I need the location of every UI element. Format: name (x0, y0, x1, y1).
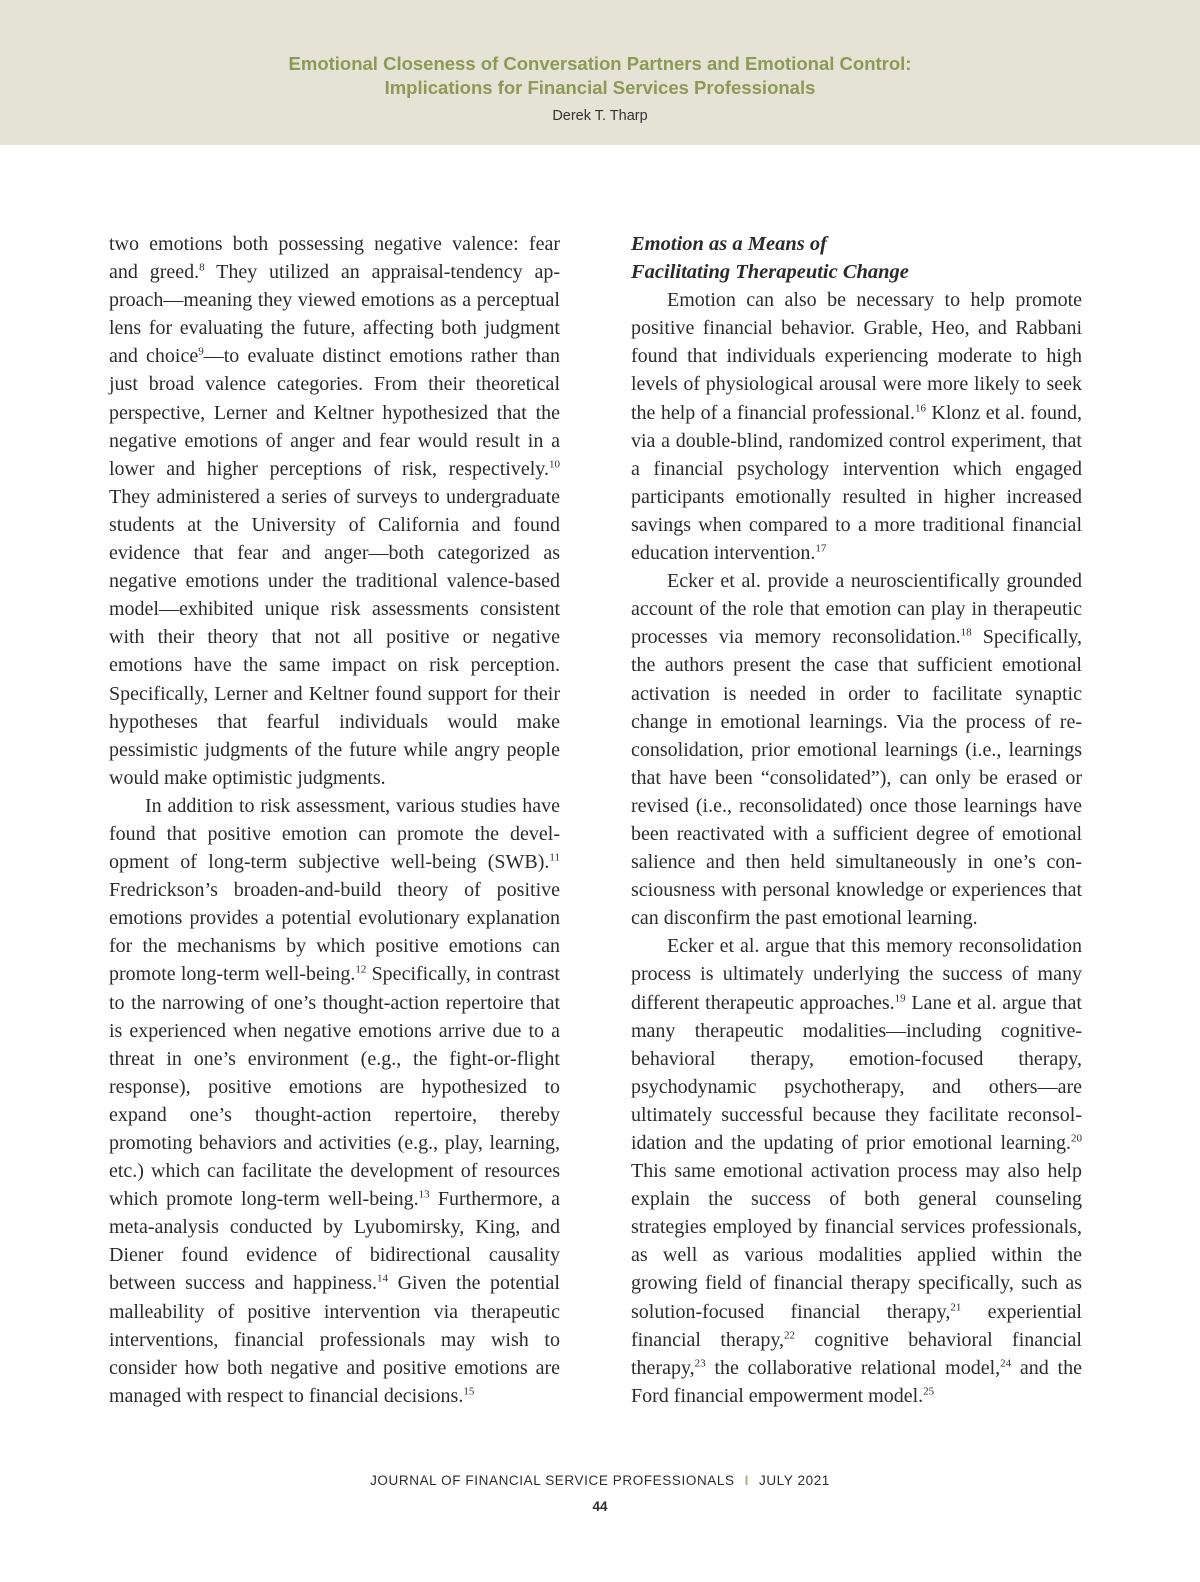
text-run: Specifically, the authors present the case that sufficient emotional activation is needed in order to facilitate synaptic change in emotional learnings. Via the process of reconsolidation, prior emotional learnings (i.e., learnings that have been “consolidated”), can only be erased or revised (i.e., reconsolidated) once those learnings have been reactivated with a sufficient degree of emotional salience and then held simultaneously in one’s consciousness with personal knowledge or experiences that can disconfirm the past emotional learning. (631, 626, 1082, 930)
text-run: Fredrickson’s broaden-and-build theory of positive emotions provides a potential evolutionary explanation for the mechanisms by which positive emotions can promote long-term well-being. (109, 879, 560, 986)
text-run: the collaborative relational model, (705, 1356, 1001, 1379)
article-title (0, 52, 1200, 100)
section-heading (631, 230, 1082, 286)
footer-separator: I (744, 1473, 749, 1488)
footnote-ref: 9 (198, 345, 204, 358)
text-run: This same emotional activation process may also help explain the success of both general counseling strategies employed by financial services professionals, as well as various modalities applied within the growing field of financial therapy specifically, such as solution-focused financial therapy, (631, 1160, 1082, 1323)
article-title-line-2: Implications for Financial Services Professionals (384, 77, 816, 98)
page-number: 44 (592, 1499, 608, 1514)
right-paragraph-1 (631, 286, 1082, 567)
text-run: Specifically, in contrast to the narrowing of one’s thought-action repertoire that is experienced when negative emotions arrive due to a threat in one’s environment (e.g., the fight-or-flight response), positive emotions are hypothesized to expand one’s thought-action repertoire, thereby promoting behaviors and activities (e.g., play, learning, etc.) which can facilitate the development of resources which promote long-term well-being. (109, 963, 560, 1211)
text-run: and the Ford financial empowerment model. (631, 1356, 1082, 1407)
footnote-ref: 10 (549, 458, 560, 471)
text-run: Emotion can also be necessary to help promote positive financial behavior. Grable, Heo, and Rabbani found that individuals experiencing moderate to high levels of physiological arousal were more likely to seek the help of a financial professional. (631, 289, 1082, 424)
text-run: They administered a series of surveys to undergraduate students at the University of California and found evidence that fear and anger—both categorized as negative emotions under the traditional valence-based model—exhibited unique risk assessments consistent with their theory that not all positive or negative emotions have the same impact on risk perception. Specifically, Lerner and Keltner found support for their hypotheses that fearful individuals would make pessimistic judgments of the future while angry people would make optimistic judgments. (109, 485, 560, 789)
text-run: They utilized an appraisal-tendency approach—meaning they viewed emotions as a perceptual lens for evaluating the future, affecting both judgment and choice (109, 261, 560, 368)
footnote-ref: 14 (377, 1272, 389, 1285)
footnote-ref: 17 (815, 542, 827, 555)
running-header (0, 0, 1200, 145)
text-run: Lane et al. argue that many therapeutic modalities—including cognitive-behavioral therapy, emotion-focused therapy, psychodynamic psychotherapy, and others—are ultimately successful because they facilitate reconsolidation and the updating of prior emotional learning. (631, 991, 1082, 1154)
left-column (109, 230, 560, 1410)
text-run: Furthermore, a meta-analysis conducted by Lyubomirsky, King, and Diener found evidence of bidirectional causality between success and happiness. (109, 1188, 560, 1295)
text-run: Given the potential malleability of positive intervention via therapeutic interventions, financial professionals may wish to consider how both negative and positive emotions are managed with respect to financial decisions. (109, 1272, 560, 1407)
footnote-ref: 11 (549, 851, 560, 864)
footnote-ref: 19 (894, 991, 906, 1004)
footnote-ref: 25 (923, 1385, 935, 1398)
footnote-ref: 8 (199, 261, 205, 274)
right-column (631, 230, 1082, 1410)
left-paragraph-2 (109, 792, 560, 1410)
footnote-ref: 13 (418, 1188, 430, 1201)
journal-name: JOURNAL OF FINANCIAL SERVICE PROFESSIONALS (370, 1473, 735, 1488)
footnote-ref: 21 (950, 1300, 962, 1313)
footnote-ref: 22 (784, 1329, 796, 1341)
footnote-ref: 24 (1000, 1357, 1012, 1370)
footnote-ref: 23 (694, 1357, 706, 1370)
right-paragraph-2 (631, 567, 1082, 932)
text-run: experiential financial therapy, (631, 1300, 1082, 1351)
footnote-ref: 12 (355, 963, 367, 976)
section-heading-line-1: Emotion as a Means of (631, 233, 827, 255)
article-title-line-1: Emotional Closeness of Conversation Partners and Emotional Control: (288, 53, 912, 74)
footnote-ref: 18 (960, 626, 972, 639)
text-run: In addition to risk assessment, various studies have found that positive emotion can promote the development of long-term subjective well-being (SWB). (109, 794, 560, 874)
text-run: Ecker et al. argue that this memory reconsolidation process is ultimately underlying the success of many different therapeutic approaches. (631, 935, 1082, 1014)
text-run: Ecker et al. provide a neuroscientifically grounded account of the role that emotion can play in therapeutic processes via memory reconsolidation. (631, 570, 1082, 649)
section-heading-line-2: Facilitating Therapeutic Change (631, 261, 909, 284)
running-footer (0, 1473, 1200, 1488)
text-run: Klonz et al. found, via a double-blind, randomized control experiment, that a financial psychology intervention which engaged participants emotionally resulted in higher increased savings when compared to a more traditional financial education intervention. (631, 401, 1082, 565)
text-run: two emotions both possessing negative valence: fear and greed. (109, 233, 560, 284)
footnote-ref: 20 (1071, 1132, 1082, 1145)
footnote-ref: 15 (463, 1385, 475, 1398)
author-name: Derek T. Tharp (552, 108, 648, 124)
issue-date: JULY 2021 (758, 1473, 830, 1488)
footnote-ref: 16 (915, 401, 927, 414)
text-run: cognitive behavioral financial therapy, (631, 1328, 1082, 1379)
left-paragraph-1 (109, 230, 560, 792)
text-run: —to evaluate distinct emotions rather than just broad valence categories. From their theoretical perspective, Lerner and Keltner hypothesized that the negative emotions of anger and fear would result in a lower and higher perceptions of risk, respectively. (109, 345, 560, 480)
right-paragraph-3 (631, 932, 1082, 1410)
